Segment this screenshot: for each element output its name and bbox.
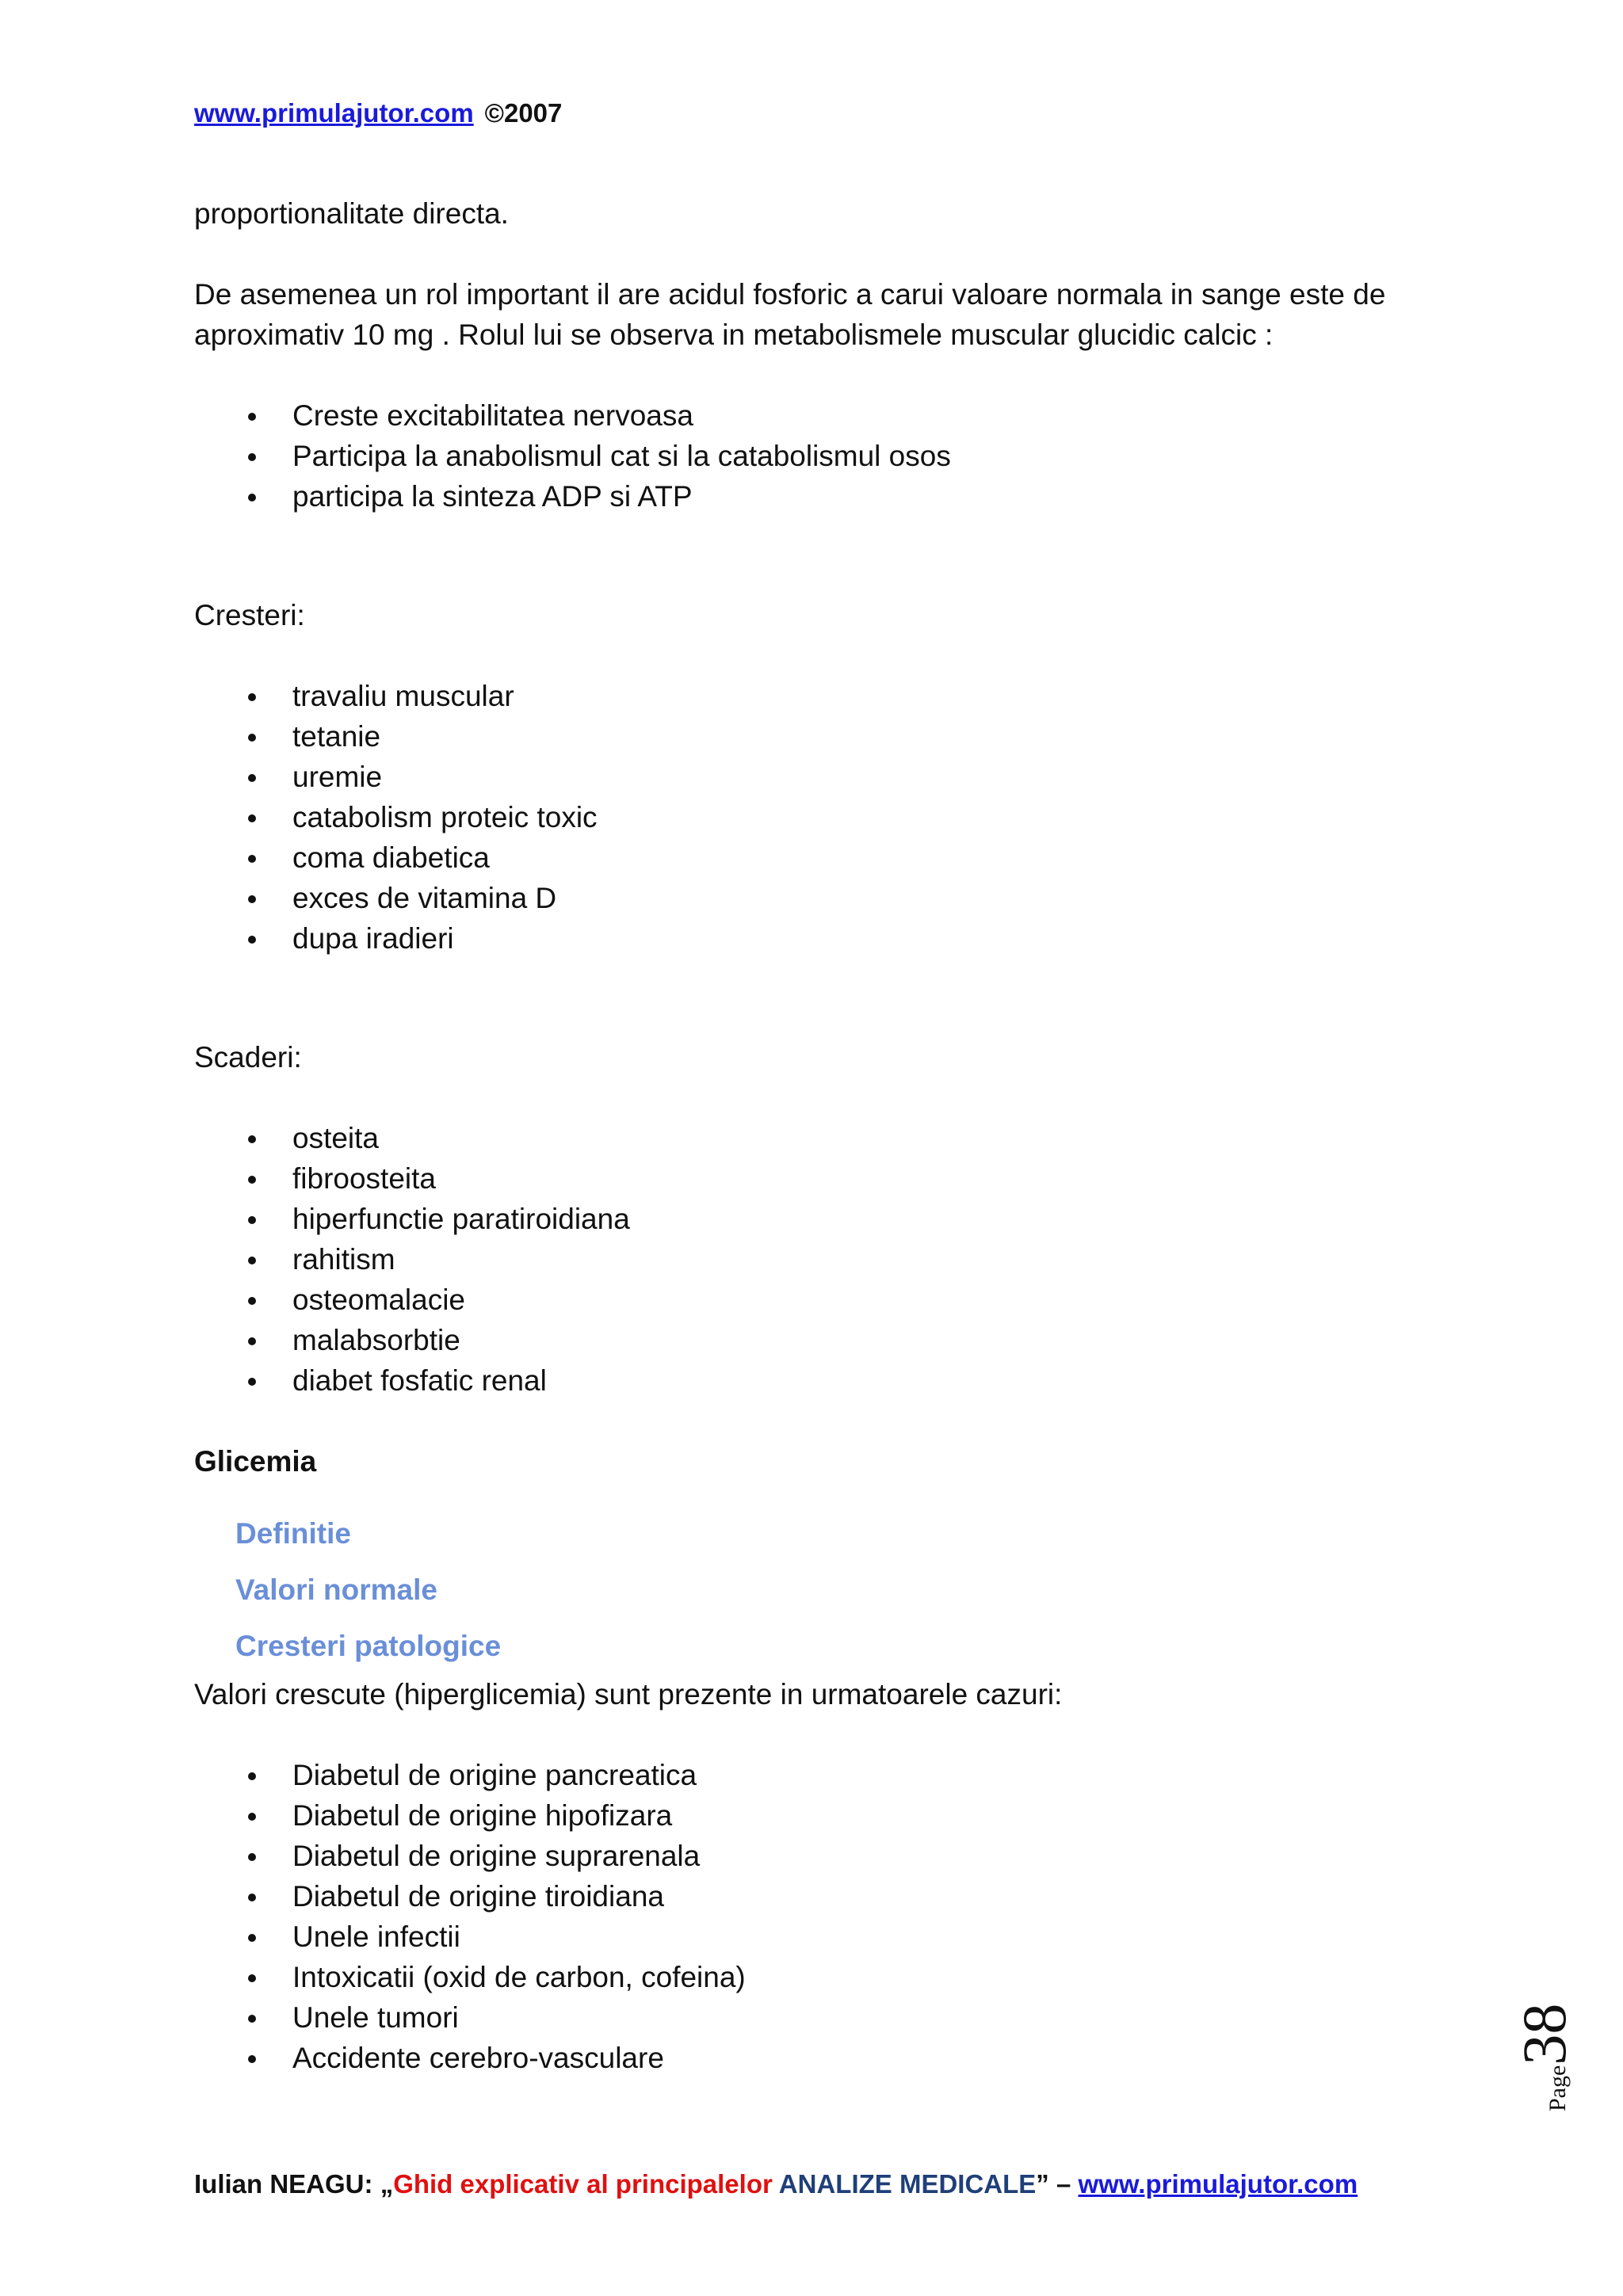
roles-list <box>194 395 1430 517</box>
list-item: uremie <box>194 757 1430 797</box>
list-item: Accidente cerebro-vasculare <box>194 2038 1430 2078</box>
header-link[interactable]: www.primulajutor.com <box>194 98 474 128</box>
bullet-icon <box>248 2055 256 2063</box>
subheading-definitie: Definitie <box>235 1517 351 1550</box>
bullet-icon <box>248 1297 256 1305</box>
footer-title-blue: ANALIZE MEDICALE <box>778 2169 1037 2199</box>
scaderi-list <box>194 1118 1430 1401</box>
list-item: Diabetul de origine hipofizara <box>194 1795 1430 1836</box>
bullet-icon <box>248 1934 256 1942</box>
bullet-icon <box>248 1257 256 1264</box>
bullet-icon <box>248 936 256 944</box>
list-item: Unele tumori <box>194 1997 1430 2038</box>
footer-open-quote: „ <box>380 2169 394 2199</box>
bullet-icon <box>248 1135 256 1143</box>
bullet-icon <box>248 494 256 502</box>
bullet-icon <box>248 1176 256 1184</box>
page-number-value: 38 <box>1510 2003 1579 2065</box>
bullet-icon <box>248 1216 256 1224</box>
paragraph-line: De asemenea un rol important il are acidul fosforic a carui valoare normala in sange este de <box>194 278 1386 311</box>
intro-line: proportionalitate directa. <box>194 197 509 230</box>
bullet-icon <box>248 413 256 421</box>
list-item: fibroosteita <box>194 1158 1430 1199</box>
list-item: Diabetul de origine tiroidiana <box>194 1876 1430 1917</box>
list-item: exces de vitamina D <box>194 878 1430 918</box>
bullet-icon <box>248 2015 256 2023</box>
cresteri-list <box>194 676 1430 959</box>
list-item: tetanie <box>194 716 1430 757</box>
header-copyright: ©2007 <box>484 98 563 128</box>
page-header <box>194 98 562 128</box>
bullet-icon <box>248 453 256 461</box>
bullet-icon <box>248 774 256 782</box>
footer-link[interactable]: www.primulajutor.com <box>1078 2169 1358 2199</box>
list-item: Creste excitabilitatea nervoasa <box>194 395 1430 436</box>
page-number <box>1506 1977 1601 2111</box>
bullet-icon <box>248 895 256 903</box>
bullet-icon <box>248 814 256 822</box>
bullet-icon <box>248 1813 256 1821</box>
list-item: rahitism <box>194 1239 1430 1280</box>
bullet-icon <box>248 693 256 701</box>
footer-title-red: Ghid explicativ al principalelor <box>393 2169 773 2199</box>
list-item: Intoxicatii (oxid de carbon, cofeina) <box>194 1957 1430 1997</box>
bullet-icon <box>248 1894 256 1901</box>
page-label: Page <box>1545 2065 1571 2111</box>
subheading-valori-normale: Valori normale <box>235 1573 437 1606</box>
list-item: osteita <box>194 1118 1430 1158</box>
bullet-icon <box>248 734 256 742</box>
list-item: osteomalacie <box>194 1280 1430 1320</box>
footer-close-quote: ” – <box>1036 2169 1071 2199</box>
list-item: malabsorbtie <box>194 1320 1430 1360</box>
subheading-cresteri-patologice: Cresteri patologice <box>235 1630 502 1662</box>
list-item: Diabetul de origine pancreatica <box>194 1755 1430 1795</box>
list-item: participa la sinteza ADP si ATP <box>194 476 1430 517</box>
cresteri-label: Cresteri: <box>194 599 305 631</box>
bullet-icon <box>248 1853 256 1861</box>
list-item: catabolism proteic toxic <box>194 797 1430 837</box>
hyper-causes-list <box>194 1755 1430 2078</box>
scaderi-label: Scaderi: <box>194 1041 302 1074</box>
list-item: coma diabetica <box>194 837 1430 878</box>
bullet-icon <box>248 1974 256 1982</box>
list-item: Diabetul de origine suprarenala <box>194 1836 1430 1876</box>
hyper-intro: Valori crescute (hiperglicemia) sunt prezente in urmatoarele cazuri: <box>194 1678 1063 1711</box>
bullet-icon <box>248 1337 256 1345</box>
section-title: Glicemia <box>194 1445 317 1478</box>
list-item: Unele infectii <box>194 1917 1430 1957</box>
bullet-icon <box>248 1378 256 1386</box>
footer-author: Iulian NEAGU: <box>194 2169 373 2199</box>
list-item: diabet fosfatic renal <box>194 1360 1430 1401</box>
page-footer <box>194 2169 1358 2199</box>
list-item: dupa iradieri <box>194 918 1430 959</box>
list-item: hiperfunctie paratiroidiana <box>194 1199 1430 1239</box>
bullet-icon <box>248 855 256 863</box>
list-item: travaliu muscular <box>194 676 1430 716</box>
page-content <box>194 193 1430 2078</box>
paragraph-line: aproximativ 10 mg . Rolul lui se observa in metabolismele muscular glucidic calcic : <box>194 318 1274 351</box>
list-item: Participa la anabolismul cat si la catabolismul osos <box>194 436 1430 476</box>
bullet-icon <box>248 1772 256 1780</box>
